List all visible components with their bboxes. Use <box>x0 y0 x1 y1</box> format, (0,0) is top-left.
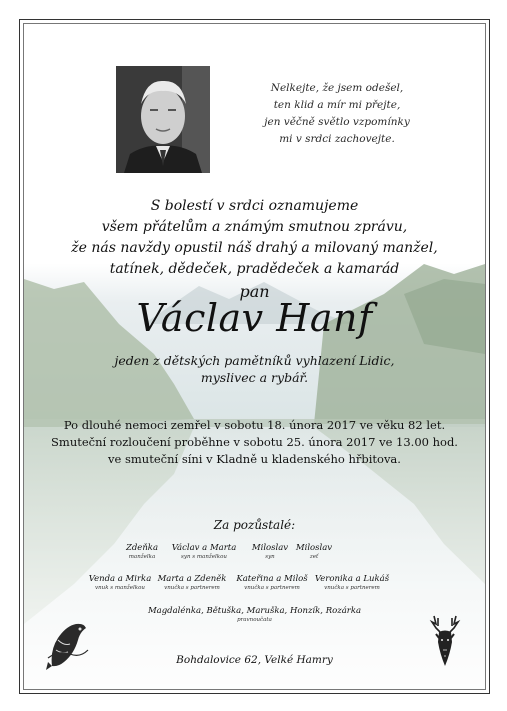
survivor-entry <box>152 574 232 592</box>
description-line: myslivec a rybář. <box>200 370 309 385</box>
death-notice-line: ve smuteční síni v Kladně u kladenského hřbitova. <box>108 452 401 466</box>
survivor-role: zeť <box>309 554 319 560</box>
survivor-role: manželka <box>128 554 156 560</box>
announcement-line: S bolestí v srdci oznamujeme <box>150 198 359 214</box>
death-notice <box>24 417 485 468</box>
survivor-entry <box>80 574 160 592</box>
honorific: pan <box>239 282 270 301</box>
survivor-role: vnučka s partnerem <box>244 585 300 591</box>
poem-line: mi v srdci zachovejte. <box>279 133 395 145</box>
survivor-entry <box>312 574 392 592</box>
survivor-name: Václav a Marta <box>171 543 237 553</box>
survivor-role: vnučka s partnerem <box>164 585 220 591</box>
address: Bohdalovice 62, Velké Hamry <box>176 654 333 666</box>
portrait-silhouette <box>116 66 210 173</box>
description-line: jeden z dětských pamětníků vyhlazení Lidic, <box>114 353 395 368</box>
poem-line: Nelkejte, že jsem odešel, <box>270 82 404 94</box>
survivors-title: Za pozůstalé: <box>213 518 296 532</box>
survivor-entry <box>232 574 312 592</box>
great-grandchildren-role: pravnoučata <box>237 617 272 623</box>
deer-icon <box>428 614 462 670</box>
announcement-line: tatínek, dědeček, pradědeček a kamarád <box>109 261 400 277</box>
survivor-role: syn <box>265 554 275 560</box>
survivor-name: Miloslav <box>295 543 333 553</box>
survivor-name: Kateřina a Miloš <box>236 574 308 584</box>
portrait-photo <box>116 66 210 173</box>
great-grandchildren-names: Magdalénka, Bětuška, Maruška, Honzík, Rozárka <box>147 606 362 616</box>
memorial-poem <box>232 80 442 148</box>
death-notice-line: Smuteční rozloučení proběhne v sobotu 25. února 2017 ve 13.00 hod. <box>51 435 458 449</box>
poem-line: jen věčně světlo vzpomínky <box>264 116 410 128</box>
survivor-role: syn s manželkou <box>181 554 227 560</box>
survivor-name: Zdeňka <box>125 543 159 553</box>
announcement-line: všem přátelům a známým smutnou zprávu, <box>101 219 408 235</box>
announcement-line: že nás navždy opustil náš drahý a milovaný manžel, <box>71 240 438 256</box>
survivor-name: Miloslav <box>251 543 289 553</box>
outer-frame <box>19 19 490 694</box>
survivor-role: vnučka s partnerem <box>324 585 380 591</box>
survivor-name: Venda a Mirka <box>88 574 152 584</box>
great-grandchildren <box>24 606 485 624</box>
survivor-name: Veronika a Lukáš <box>314 574 390 584</box>
death-notice-line: Po dlouhé nemoci zemřel v sobotu 18. února 2017 ve věku 82 let. <box>63 418 446 432</box>
survivor-entry <box>164 543 244 561</box>
survivor-entry <box>284 543 344 561</box>
fish-icon <box>44 620 92 672</box>
deceased-name: Václav Hanf <box>136 296 373 340</box>
announcement-text <box>24 196 485 280</box>
inner-frame <box>23 23 486 690</box>
survivor-role: vnuk s manželkou <box>95 585 145 591</box>
survivor-name: Marta a Zdeněk <box>157 574 227 584</box>
poem-line: ten klid a mír mi přejte, <box>273 99 401 111</box>
deceased-description <box>24 352 485 386</box>
survivor-entry <box>112 543 172 561</box>
